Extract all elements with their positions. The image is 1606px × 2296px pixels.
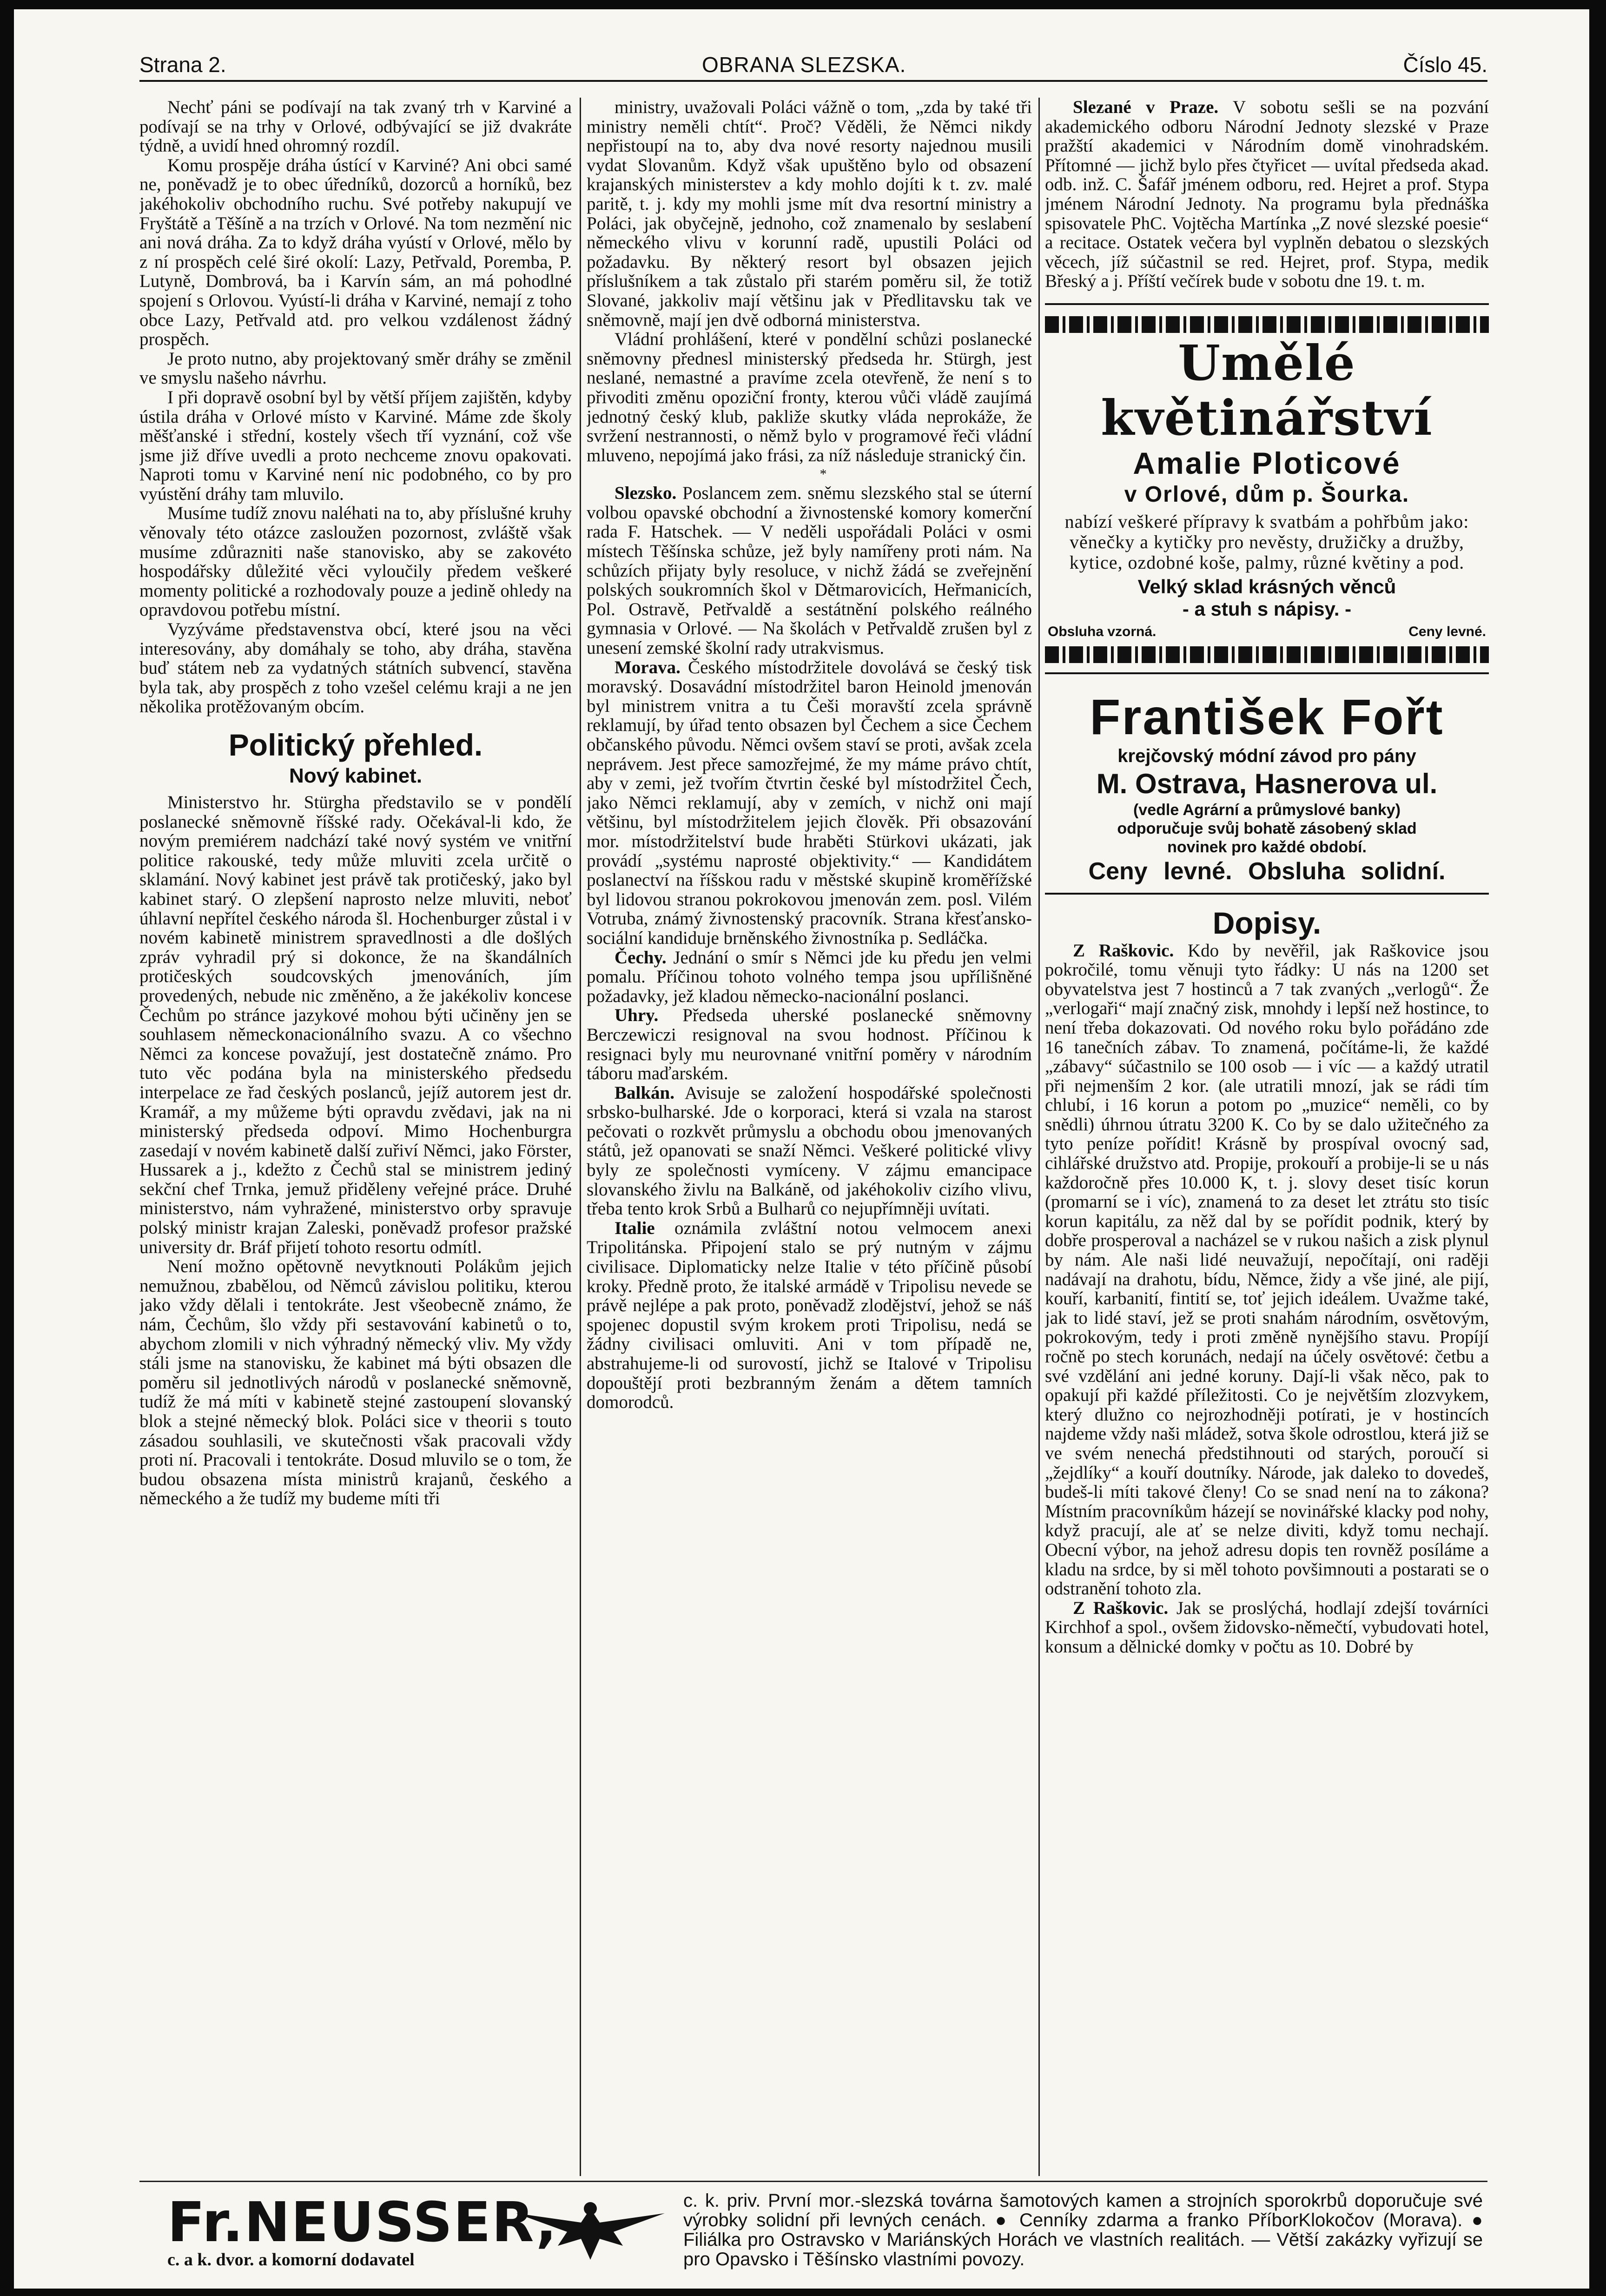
article-paragraph: Není možno opětovně nevytknouti Polákům jejich nemužnou, zbabělou, od Němců závislou politiku, kterou jako vždy dělali i tentokráte. Jest všeobecně známo, že nám, Čechům, šlo vždy při sestavování kabinetů o to, abychom zlomili v nich výhradný německý vliv. My vždy stáli jsme na stanovisku, že kabinet má býti obsazen dle poměru sil jednotlivých národů v poslanecké sněmovně, tudíž že má míti v kabinetě stejné zastoupení slovanský blok a stejné německý blok. Poláci sice v theorii s touto zásadou souhlasili, ve skutečnosti však pracovali vždy proti ní. Pracovali i tentokráte. Dosud mluvilo se o tom, že budou obsazena místa ministrů krajanů, českého a německého a že tudíž my budeme míti tři [139, 1256, 572, 1509]
column-divider [580, 98, 581, 2176]
news-lead: Slezsko. [615, 483, 677, 504]
article-paragraph: Nechť páni se podívají na tak zvaný trh v Karviné a podívají se na trhy v Orlové, odbývající se již dvakráte týdně, a uvidí hned ohromný rozdíl. [139, 98, 572, 156]
ad-business-name: František Fořt [1090, 688, 1444, 745]
news-lead: Uhry. [615, 1005, 659, 1026]
column-divider [1038, 98, 1040, 2176]
advertisement-neusser [139, 2185, 1487, 2269]
ad-highlight: Velký sklad krásných věnců [1137, 575, 1396, 597]
news-text: Poslancem zem. sněmu slezského stal se úterní volbou opavské obchodní a živnostenské komory komerční rada F. Hatschek. — V neděli uspořádali Poláci v osmi místech Těšínska schůze, jež byly namířeny proti nám. Na schůzích přijaty byly resoluce, v nichž žádá se zveřejnění polských soukromních škol v Dětmarovicích, Heřmanicích, Pol. Ostravě, Petřvaldě a sestátnění polského reálného gymnasia v Orlové. — Na školách v Petřvaldě zrušen byl z unesení zemské školní rady utrakvismus. [587, 483, 1032, 658]
page-frame-right [1589, 0, 1606, 2296]
ad-text: c. k. priv. První mor.-slezská továrna šamotových kamen a strojních sporokrbů doporučuje své výrobky solidní při levných cenách. ● Cenníky zdarma a franko PříborKlokočov (Morava). ● Filiálka pro Ostravsko v Mariánských Horách ve vlastních realitách. — Větší zakázky vyřizují se pro Opavsko i Těšínsko vlastními povozy. [683, 2190, 1483, 2269]
ad-text: odporučuje svůj bohatě zásobený sklad [1117, 819, 1417, 837]
section-subtitle: Nový kabinet. [289, 764, 423, 787]
news-item [587, 1006, 1032, 1083]
article-paragraph: ministry, uvažovali Poláci vážně o tom, „zda by také tři ministry neměli chtít“. Proč? Věděli, že Němci nikdy nepřistoupí na to, aby dva nové resorty najednou musili vydat Slovanům. Když však upuštěno bylo od obsazení krajanských ministerstev a kdy mohlo dojíti k t. zv. malé paritě, t. j. kdy my mohli jsme mít dva resortní ministry a Poláci, jak obyčejně, jednoho, což znamenalo by seslabení německého vlivu v korunní radě, upustili Poláci od požadavku. By některý resort byl obsazen jejich příslušníkem a tak zůstalo při starém poměru sil, že totiž Slované, jakkoliv mají většinu jak v Předlitavsku tak ve sněmovně, mají jen dvě odborná ministerstva. [587, 98, 1032, 330]
ad-address: M. Ostrava, Hasnerova ul. [1096, 768, 1438, 799]
ad-address: v Orlové, dům p. Šourka. [1124, 482, 1410, 507]
newspaper-title: OBRANA SLEZSKA. [702, 53, 906, 77]
page-header [139, 52, 1487, 80]
news-lead: Morava. [615, 657, 681, 677]
news-text: Avisuje se založení hospodářské společnosti srbsko-bulharské. Jde o korporaci, která si vzala na starost pečovati o rozkvět průmyslu a obchodu obou jmenovaných států, jež opanovati se snaží Němci. Veškeré politické vlivy byly ze společnosti vymíceny. V zájmu emancipace slovanského živlu na Balkáně, od jakéhokoliv cizího vlivu, třeba tento krok Srbů a Bulharů co nejupřímněji uvítati. [587, 1082, 1032, 1219]
section-separator: * [820, 466, 827, 482]
news-text: oznámila zvláštní notou velmocem anexi Tripolitánska. Připojení stalo se prý nutným v zájmu civilisace. Diplomaticky nelze Italie v této příčině působí kroky. Předně proto, že italské armádě v Tripolisu nevede se právě nejlépe a pak proto, poněvadž zlodějství, jehož se náš spojenec dopustil svým krokem proti Tripolisu, nedá se žádny civilisaci omluviti. Ani v tom případě ne, abstrahujeme-li od surovostí, jichž se Italové v Tripolisu dopouštějí proti bezbranným ženám a dětem tamních domorodců. [587, 1218, 1032, 1413]
article-paragraph: Vládní prohlášení, které v pondělní schůzi poslanecké sněmovny přednesl ministerský předseda hr. Stürgh, jest neslané, nemastné a pravíme zcela otevřeně, že není s to přivoditi změnu opoziční fronty, kterou vůči vládě zaujímá jednotný český klub, pakliže skutky vláda neprokáže, že svržení nestrannosti, o němž bylo v programové řeči vládní mluveno, nepojímá jako frási, za níž následuje stranický čin. [587, 329, 1032, 465]
article-paragraph: Ministerstvo hr. Stürgha představilo se v pondělí poslanecké sněmovně říšské rady. Očekával-li kdo, že novým premiérem nadchází také nový systém ve vnitřní politice rakouské, tedy může mluviti zcela určitě o sklamání. Nový kabinet jest právě tak protičeský, jako byl kabinet starý. O zlepšení naprosto nelze mluviti, neboť úhlavní nepřítel českého národa šl. Hochenburger zůstal i v novém kabinetě ministrem spravedlnosti a dle došlých zpráv vyhradil prý si dokonce, že na škandálních protičeských soudcovských jmenováních, jím provedených, nebude nic změněno, a že jakékoliv koncese Čechům po stránce jazykové mohou býti učiněny jen se souhlasem německonacionálního svazu. A co všechno Němci za koncese považují, jest dostatečně známo. Pro tuto věc podána byla na ministerského předsedu interpelace ze řad českých poslanců, jejíž autorem jest dr. Kramář, a my můžeme býti opravdu zvědavi, jak na ni ministerský předseda odpoví. Mimo Hochenburgra zasedají v novém kabinetě další zuřiví Němci, jako Förster, Hussarek a j., kdežto z Čechů stal se ministrem jediný sekční chef Trnka, jemuž přiděleny veřejné práce. Druhé ministerstvo, nám vyhražené, ministerstvo orby spravuje polský ministr krajan Zaleski, poněvadž profesor pražské university dr. Bráf přijetí tohoto resortu odmítl. [139, 792, 572, 1257]
column-2 [587, 98, 1032, 2176]
news-item [587, 1083, 1032, 1219]
letter-text: Kdo by nevěřil, jak Raškovice jsou pokročilé, tomu věnuji tyto řádky: U nás na 1200 set obyvatelstva jest 7 hostinců a 7 tak zvaných „verlogů“. Že „verlogaři“ mají značný zisk, mnohdy i lepší než hostince, to není třeba dokazovati. Od nového roku bylo pořádáno zde 16 tanečních zábav. To znamená, počítáme-li, že každé „zábavy“ súčastnilo se 100 osob — i víc — a každý utratil při nejmenším 2 kor. (ale utratili mnozí, jak se rádi tím chlubí, i 16 korun a potom po „muzice“ neměli, co by snědli) úhrnou útratu 3200 K. Co by se dalo užitečného za tyto peníze pořídit! Krásně by prospíval ovocný sad, cihlářské družstvo atd. Propije, prokouří a probije-li se u nás každoročně přes 10.000 K, t. j. slovy deset tisíc korun (promarní se i víc), znamená to za deset let ztrátu sto tisíc korun kapitálu, za něž dal by se pořídit podnik, který by dobře prosperoval a nacházel se v rukou našich a zisk plynul by nám. Ale naši lidé neuvažují, nepočítají, oni raději nadávají na drahotu, bídu, Němce, židy a vše jiné, ale pijí, kouří, karbanití, fintití se, toť jejich ideálem. Uvažme také, jak to lidé staví, jež se proti snahám národním, osvětovým, pokrokovým, tedy i proti změně nynějšího stavu. Propíjí ročně po stech korunách, nedají na účely osvětové: četbu a své vzdělání ani jedné koruny. Dají-li však něco, pak to opakují při každé příležitosti. Co je největším zlozvykem, který dlužno co nejrozhodněji potírati, je v hostincích najdeme vždy naši mládež, sotva škole odrostlou, která již se ve svém nenechá předstihnouti od starých, poroučí si „žejdlíky“ a kouří doutníky. Národe, jak daleko to dovedeš, budeš-li míti takové členy! Co se snad není na to zákona? Místním pracovníkům házejí se novinářské klacky pod nohy, když pracují, ale ať se nelze diviti, když tomu nechají. Obecní výbor, na jehož adresu dopis ten rovněž posíláme a kladu na srdce, by si měl tohoto povšimnouti a postarati se o odstranění tohoto zla. [1045, 940, 1489, 1599]
eagle-emblem-icon [507, 2195, 674, 2264]
ad-text: novinek pro každé období. [1167, 838, 1367, 856]
news-lead: Balkán. [615, 1082, 674, 1103]
news-text: V sobotu sešli se na pozvání akademického odboru Národní Jednoty slezské v Praze pražští akademici v Národním domě vinohradském. Přítomné — jichž bylo přes čtyřicet — uvítal předseda akad. odb. inž. C. Šafář jménem odboru, red. Hejret a prof. Stypa jménem Národní Jednoty. Na programu byla přednáška spisovatele PhC. Vojtěcha Martínka „Z nové slezské poesie“ a recitace. Ostatek večera byl vyplněn debatou o slezských věcech, jíž súčastnil se red. Hejret, prof. Stypa, medik Břeský a j. Příští večírek bude v sobotu dne 19. t. m. [1045, 98, 1489, 292]
letter-lead: Z Raškovic. [1073, 1598, 1169, 1618]
page-number: Strana 2. [139, 53, 226, 77]
news-item [587, 658, 1032, 948]
section-title: Dopisy. [1212, 905, 1322, 940]
news-lead: Italie [615, 1218, 655, 1238]
ornament-border [1045, 646, 1489, 663]
bottom-ad-rule [139, 2181, 1487, 2182]
news-lead: Čechy. [615, 947, 667, 968]
letter-lead: Z Raškovic. [1073, 940, 1174, 961]
ad-description: krejčovský módní závod pro pány [1117, 745, 1416, 766]
news-item [1045, 98, 1489, 291]
news-text: Českého místodržitele dovolává se český tisk moravský. Dosavádní místodržitel baron Heinold jmenován byl ministrem vnitra a tu Češi moravští zcela správně reklamují, by úřad tento obsazen byl Čechem a sice Čechem občanského původu. Němci ovšem staví se proti, avšak zcela neprávem. Jest přece samozřejmé, že my máme právo chtít, aby v zemi, jež tvořím čtvrtin české byl místodržitel Čech, jako Němci reklamují, aby v zemích, v nichž oni mají většinu, byl místodržitelem jejich člověk. Při obsazování mor. místodržitelství bude hraběti Stürkovi ukázati, jak provádí „systému naprosté objektivity.“ — Kandidátem poslanectví na říšskou radu v městské skupině kroměřížské byl lidovou stranou pokrokovou jmenován zem. posl. Vilém Votruba, známý živnostenský pracovník. Strana křesťansko-sociální kandiduje brněnského živnostníka p. Sedláčka. [587, 657, 1032, 948]
issue-number: Číslo 45. [1403, 53, 1487, 77]
news-text: Jednání o smír s Němci jde ku předu jen velmi pomalu. Příčinou tohoto volného tempa jsou upřílišněné požadavky, jež kladou německo-nacionální poslanci. [587, 947, 1032, 1006]
news-text: Předseda uherské poslanecké sněmovny Berczewiczi resignoval na svou hodnost. Příčinou k resignaci byly mu neurovnané vnitřní poměry v národním táboru maďarském. [587, 1005, 1032, 1084]
ad-subtitle: c. a k. dvor. a komorní dodavatel [167, 2250, 415, 2269]
ad-service: Obsluha vzorná. [1048, 624, 1157, 639]
ad-prices: Ceny levné. [1408, 624, 1486, 639]
column-3 [1045, 98, 1489, 2143]
section-title: Politický přehled. [228, 728, 483, 762]
article-paragraph: Je proto nutno, aby projektovaný směr dráhy se změnil ve smyslu našeho návrhu. [139, 348, 572, 388]
ad-owner: Amalie Ploticové [1133, 445, 1401, 480]
article-paragraph: I při dopravě osobní byl by větší příjem zajištěn, kdyby ústila dráha v Orlové místo v Karviné. Máme zde školy měšťanské i střední, kostely všech tří vyznání, což vše jsme již dříve uvedli a proto nechceme znovu opakovati. Naproti tomu v Karviné není nic podobného, co by pro vyústění dráhy tam mluvilo. [139, 387, 572, 504]
letter-item [1045, 941, 1489, 1599]
article-paragraph: Musíme tudíž znovu naléhati na to, aby příslušné kruhy věnovaly této otázce zasloužen pozornost, zvláště však musíme zdůrazniti naše stanovisko, aby se zakovéto hospodářsky důležité věci vyloučily předem veškeré momenty politické a rozhodovaly pouze a jedině ohledy na opravdovou potřebu místní. [139, 503, 572, 620]
ad-highlight: - a stuh s nápisy. - [1182, 597, 1352, 620]
ad-prices: Ceny levné. Obsluha solidní. [1088, 857, 1446, 885]
letter-text: Jak se proslýchá, hodlají zdejší továrníci Kirchhof a spol., ovšem židovsko-němečtí, vybudovati hotel, konsum a dělnické domky v počtu as 10. Dobré by [1045, 1598, 1489, 1657]
page-frame-bottom [0, 2289, 1606, 2296]
ad-logo: Fr.NEUSSER, [167, 2190, 558, 2254]
letter-item [1045, 1599, 1489, 1657]
article-paragraph: Vyzýváme představenstva obcí, které jsou na věci interesovány, aby domáhaly se toho, aby dráha, stavěna buď státem neb za vydatných státních subvencí, stavěna byla tak, aby prospěch z toho vzešel celému kraji a ne jen několika protěžovaným obcím. [139, 619, 572, 717]
news-lead: Slezané v Praze. [1073, 98, 1219, 117]
news-item [587, 1219, 1032, 1412]
ad-text: nabízí veškeré přípravy k svatbám a pohřbům jako: věnečky a kytičky pro nevěsty, družičky a družby, kytice, ozdobné koše, palmy, různé květiny a pod. [1064, 511, 1469, 573]
page-frame-top [0, 0, 1606, 9]
ad-text: (vedle Agrární a průmyslové banky) [1133, 801, 1401, 819]
column-1 [139, 98, 572, 1706]
article-paragraph: Komu prospěje dráha ústící v Karviné? Ani obci samé ne, poněvadž je to obec úředníků, dozorců a horníků, bez jakéhokoliv obchodního ruchu. Své potřeby nakupují ve Fryštátě a Těšíně a na trzích v Orlové. Na tom nezmění nic ani nová dráha. Za to když dráha vyústí v Orlové, mělo by z ní prospěch celé širé okolí: Lazy, Petřvald, Poremba, P. Lutyně, Dombrová, ba i Karvín sám, an má pohodlné spojení s Orlovou. Vyústí-li dráha v Karviné, nemají z toho obce Lazy, Petřvald atd. pro velkou vzdálenost žádný prospěch. [139, 155, 572, 350]
news-item [587, 484, 1032, 657]
news-item [587, 948, 1032, 1006]
ad-business-name: Umělé květinářství [1101, 334, 1433, 446]
header-rule [139, 80, 1487, 82]
ad-footer [1045, 620, 1489, 644]
advertisement-tailor [1045, 685, 1489, 895]
page-frame-left [0, 0, 14, 2296]
advertisement-florist [1045, 303, 1489, 674]
ornament-border [1045, 316, 1489, 333]
